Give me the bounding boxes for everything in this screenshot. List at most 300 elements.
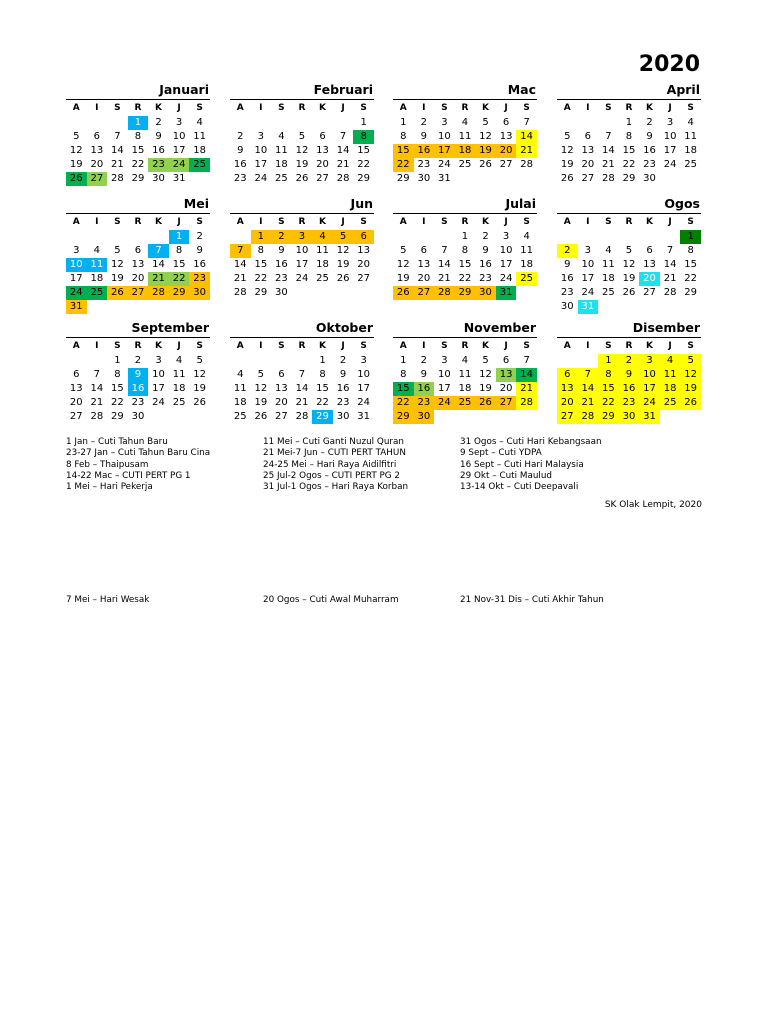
day-cell: 1 [114,355,121,366]
weekday-label: K [155,217,163,227]
week-row [230,354,374,368]
day-cell: 5 [400,245,407,256]
day-cell: 17 [295,259,309,270]
week-row [230,368,374,382]
month-title: Julai [393,195,537,214]
day-cell-holiday: 25 [455,396,476,410]
weekday-header [393,338,537,354]
day-cell: 21 [336,159,350,170]
week-row [230,258,374,272]
weekday-label: K [319,103,327,113]
day-cell-empty [66,116,87,130]
extra-note-line: 21 Nov-31 Dis – Cuti Akhir Tahun [460,595,604,605]
day-cell: 10 [295,245,309,256]
day-cell-empty [353,286,374,300]
day-cell: 14 [111,145,124,156]
weekday-label: S [523,341,530,351]
day-cell: 6 [134,245,142,256]
day-cell: 19 [479,383,492,394]
day-cell: 29 [254,287,268,298]
day-cell: 29 [622,173,636,184]
day-cell: 6 [73,369,80,380]
day-cell: 16 [193,259,207,270]
day-cell: 11 [520,245,534,256]
day-cell-holiday: 7 [148,244,169,258]
day-cell-empty [619,300,640,314]
month-title: April [557,81,701,100]
day-cell-holiday: 5 [333,230,354,244]
day-cell: 23 [479,273,492,284]
week-row [230,130,374,144]
day-cell-empty [557,230,578,244]
day-cell: 12 [193,369,207,380]
weekday-label: S [114,103,121,113]
day-cell-holiday: 24 [66,286,87,300]
day-cell: 26 [479,159,492,170]
day-cell-holiday: 26 [393,286,414,300]
day-cell: 30 [643,173,656,184]
week-row [557,272,701,286]
weekday-label: I [95,103,99,113]
day-cell-empty [578,354,599,368]
day-cell: 17 [254,159,268,170]
week-row [230,172,374,186]
day-cell: 3 [584,245,592,256]
day-cell-holiday: 1 [598,354,619,368]
weekday-label: K [646,217,654,227]
weekday-label: S [114,217,121,227]
day-cell-holiday: 14 [516,130,537,144]
day-cell: 9 [196,245,203,256]
day-cell: 15 [458,259,472,270]
day-cell: 29 [396,173,410,184]
day-cell: 2 [196,231,203,242]
day-cell-empty [455,172,476,186]
day-cell: 7 [523,355,530,366]
day-cell: 27 [357,273,371,284]
day-cell: 12 [69,145,83,156]
weekday-label: A [236,103,244,113]
day-cell-empty [66,230,87,244]
weekday-label: A [399,103,407,113]
weekday-label: A [236,341,244,351]
day-cell-holiday: 21 [516,144,537,158]
day-cell: 2 [339,355,347,366]
day-cell: 15 [684,259,698,270]
day-cell: 7 [114,131,121,142]
weekday-label: I [586,217,590,227]
day-cell-empty [87,354,108,368]
day-cell: 30 [275,287,288,298]
day-cell: 31 [172,173,186,184]
day-cell: 20 [69,397,83,408]
day-cell-empty [66,354,87,368]
weekday-label: S [605,103,612,113]
day-cell: 18 [684,145,698,156]
weekday-label: R [625,341,633,351]
day-cell: 8 [400,131,407,142]
day-cell: 25 [684,159,698,170]
day-cell: 8 [400,369,407,380]
month-title: Oktober [230,319,374,338]
day-cell: 1 [319,355,326,366]
day-cell-holiday: 27 [414,286,435,300]
day-cell: 14 [663,259,677,270]
notes-column [263,437,408,493]
day-cell-holiday: 28 [148,286,169,300]
day-cell-holiday: 25 [189,158,210,172]
weekday-label: S [605,341,612,351]
day-cell: 8 [461,245,469,256]
day-cell-holiday: 7 [230,244,251,258]
day-cell: 17 [438,383,451,394]
day-cell: 13 [581,145,595,156]
day-cell-holiday: 28 [434,286,455,300]
day-cell-empty [680,410,701,424]
day-cell-holiday: 30 [619,410,640,424]
day-cell: 21 [602,159,615,170]
week-row [557,382,701,396]
day-cell: 25 [316,273,329,284]
week-row [557,286,701,300]
day-cell: 8 [319,369,326,380]
day-cell: 17 [69,273,83,284]
day-cell-holiday: 3 [639,354,660,368]
weekday-label: S [360,217,367,227]
day-cell-holiday: 28 [578,410,599,424]
weekday-label: I [422,103,426,113]
week-row [393,382,537,396]
weekday-label: J [177,103,181,113]
week-row [393,368,537,382]
day-cell: 9 [482,245,489,256]
day-cell: 22 [254,273,268,284]
weekday-label: J [668,103,672,113]
day-cell: 14 [90,383,104,394]
weekday-header [66,338,210,354]
day-cell: 5 [196,355,203,366]
day-cell-empty [660,230,681,244]
day-cell: 12 [295,145,309,156]
day-cell-holiday: 27 [496,396,517,410]
day-cell-holiday: 24 [434,396,455,410]
note-line: 11 Mei – Cuti Ganti Nuzul Quran [263,437,404,447]
day-cell: 25 [275,173,288,184]
day-cell: 11 [172,369,186,380]
day-cell: 6 [502,117,510,128]
day-cell: 9 [155,131,162,142]
day-cell-holiday: 29 [455,286,476,300]
day-cell: 21 [233,273,247,284]
day-cell-holiday: 29 [312,410,333,424]
day-cell: 12 [479,369,492,380]
day-cell: 26 [622,287,636,298]
day-cell: 15 [357,145,371,156]
day-cell: 28 [233,287,247,298]
notes-column [66,437,210,493]
day-cell: 14 [336,145,350,156]
week-row [66,286,210,300]
day-cell-empty [434,230,455,244]
day-cell: 7 [523,117,530,128]
day-cell: 3 [502,231,510,242]
week-row [557,258,701,272]
weekday-label: S [523,103,530,113]
week-row [557,410,701,424]
day-cell: 16 [152,145,165,156]
day-cell: 24 [357,397,371,408]
day-cell: 16 [560,273,574,284]
note-line: 16 Sept – Cuti Hari Malaysia [460,459,584,470]
weekday-label: K [646,103,654,113]
week-row [393,410,537,424]
day-cell: 5 [114,245,121,256]
day-cell-holiday: 14 [578,382,599,396]
day-cell: 27 [581,173,595,184]
day-cell: 29 [131,173,145,184]
day-cell: 9 [646,131,653,142]
week-row [66,410,210,424]
day-cell: 20 [417,273,431,284]
week-row [66,396,210,410]
day-cell-holiday: 10 [639,368,660,382]
day-cell: 6 [319,131,326,142]
month-februari [230,81,374,186]
week-row [230,286,374,300]
day-cell: 24 [438,159,451,170]
day-cell-empty [578,230,599,244]
weekday-label: A [563,341,571,351]
week-row [66,172,210,186]
weekday-label: R [461,217,469,227]
week-row [557,144,701,158]
day-cell: 11 [684,131,698,142]
week-row [393,144,537,158]
day-cell-holiday: 23 [148,158,169,172]
weekday-label: R [134,341,142,351]
day-cell: 2 [420,355,428,366]
day-cell-holiday: 18 [455,144,476,158]
day-cell: 24 [254,173,268,184]
day-cell: 6 [278,369,285,380]
note-line: 13-14 Okt – Cuti Deepavali [460,482,579,493]
day-cell: 1 [400,355,407,366]
week-row [393,130,537,144]
week-row [230,410,374,424]
week-row [557,396,701,410]
day-cell-holiday: 9 [619,368,640,382]
day-cell: 12 [336,245,350,256]
day-cell: 24 [152,397,165,408]
day-cell-empty [169,410,190,424]
day-cell-empty [619,230,640,244]
day-cell-holiday: 23 [619,396,640,410]
day-cell: 3 [155,355,162,366]
week-row [393,272,537,286]
day-cell: 28 [295,411,309,422]
month-title: Jun [230,195,374,214]
day-cell-holiday: 7 [578,368,599,382]
day-cell: 28 [336,173,350,184]
day-cell: 18 [602,273,615,284]
day-cell-holiday: 19 [475,144,496,158]
day-cell: 28 [90,411,104,422]
day-cell-empty [107,300,128,314]
day-cell: 27 [275,411,288,422]
day-cell-empty [230,230,251,244]
week-row [66,354,210,368]
day-cell: 5 [482,355,489,366]
weekday-label: J [341,217,345,227]
day-cell-holiday: 26 [66,172,87,186]
day-cell: 4 [687,117,694,128]
month-ogos [557,195,701,314]
weekday-label: I [422,217,426,227]
weekday-label: S [441,217,448,227]
school-credit: SK Olak Lempit, 2020 [604,500,702,510]
weekday-label: A [72,217,80,227]
day-cell: 20 [499,383,513,394]
day-cell-holiday: 10 [66,258,87,272]
day-cell: 4 [237,369,244,380]
weekday-label: S [441,341,448,351]
week-row [557,244,701,258]
day-cell: 31 [357,411,371,422]
weekday-label: A [563,103,571,113]
day-cell: 22 [357,159,371,170]
day-cell-holiday: 8 [353,130,374,144]
week-row [230,272,374,286]
day-cell-empty [271,354,292,368]
week-row [393,396,537,410]
day-cell: 21 [90,397,104,408]
day-cell: 12 [622,259,636,270]
weekday-label: I [259,341,263,351]
extra-note-line: 7 Mei – Hari Wesak [66,595,150,605]
week-row [66,258,210,272]
day-cell-empty [598,300,619,314]
day-cell-empty [87,300,108,314]
week-row [557,130,701,144]
day-cell: 19 [69,159,83,170]
day-cell: 30 [336,411,350,422]
day-cell: 19 [193,383,207,394]
day-cell-empty [87,230,108,244]
day-cell: 5 [73,131,80,142]
day-cell-holiday: 4 [312,230,333,244]
day-cell-holiday: 6 [557,368,578,382]
day-cell: 6 [584,131,592,142]
day-cell: 19 [111,273,124,284]
day-cell-empty [434,410,455,424]
day-cell-holiday: 27 [128,286,149,300]
day-cell: 29 [684,287,698,298]
day-cell: 12 [254,383,268,394]
day-cell-empty [660,300,681,314]
day-cell: 11 [275,145,288,156]
day-cell: 18 [520,259,534,270]
day-cell: 10 [254,145,268,156]
day-cell-empty [516,286,537,300]
day-cell-holiday: 22 [393,396,414,410]
day-cell-holiday: 18 [660,382,681,396]
day-cell: 13 [357,245,371,256]
day-cell: 15 [254,259,268,270]
day-cell-empty [639,300,660,314]
day-cell-holiday: 22 [393,158,414,172]
weekday-label: S [196,103,203,113]
weekday-label: K [482,103,490,113]
day-cell-holiday: 1 [251,230,272,244]
day-cell: 20 [90,159,104,170]
day-cell: 20 [357,259,371,270]
day-cell: 3 [441,117,448,128]
day-cell: 7 [339,131,347,142]
day-cell: 23 [643,159,656,170]
week-row [230,382,374,396]
day-cell: 28 [111,173,124,184]
day-cell: 8 [134,131,142,142]
week-row [230,396,374,410]
week-row [66,300,210,314]
day-cell: 3 [666,117,674,128]
day-cell: 20 [316,159,329,170]
year-title: 2020 [638,52,700,77]
day-cell-empty [333,286,354,300]
day-cell: 14 [233,259,247,270]
note-line: 9 Sept – Cuti YDPA [460,448,542,459]
day-cell: 2 [237,131,244,142]
day-cell: 17 [499,259,513,270]
day-cell-holiday: 12 [680,368,701,382]
day-cell: 26 [560,173,574,184]
day-cell-holiday: 29 [393,410,414,424]
month-oktober [230,319,374,424]
month-november [393,319,537,424]
day-cell: 30 [152,173,165,184]
day-cell: 13 [499,131,513,142]
day-cell: 6 [420,245,428,256]
day-cell: 9 [237,145,244,156]
day-cell-empty [107,116,128,130]
weekday-label: I [586,103,590,113]
week-row [557,116,701,130]
day-cell: 24 [295,273,309,284]
day-cell-holiday: 27 [87,172,108,186]
weekday-label: I [586,341,590,351]
day-cell: 5 [564,131,571,142]
week-row [230,116,374,130]
day-cell: 13 [417,259,431,270]
day-cell: 31 [438,173,451,184]
day-cell: 8 [175,245,183,256]
day-cell: 7 [666,245,674,256]
day-cell-holiday: 30 [414,410,435,424]
day-cell: 10 [152,369,165,380]
day-cell: 26 [254,411,268,422]
day-cell-empty [496,410,517,424]
day-cell: 13 [90,145,104,156]
weekday-header [66,100,210,116]
day-cell: 12 [111,259,124,270]
day-cell: 9 [564,259,571,270]
day-cell-empty [251,116,272,130]
day-cell-holiday: 27 [557,410,578,424]
day-cell-holiday: 14 [516,368,537,382]
day-cell-holiday: 13 [557,382,578,396]
day-cell: 19 [254,397,268,408]
week-row [230,144,374,158]
